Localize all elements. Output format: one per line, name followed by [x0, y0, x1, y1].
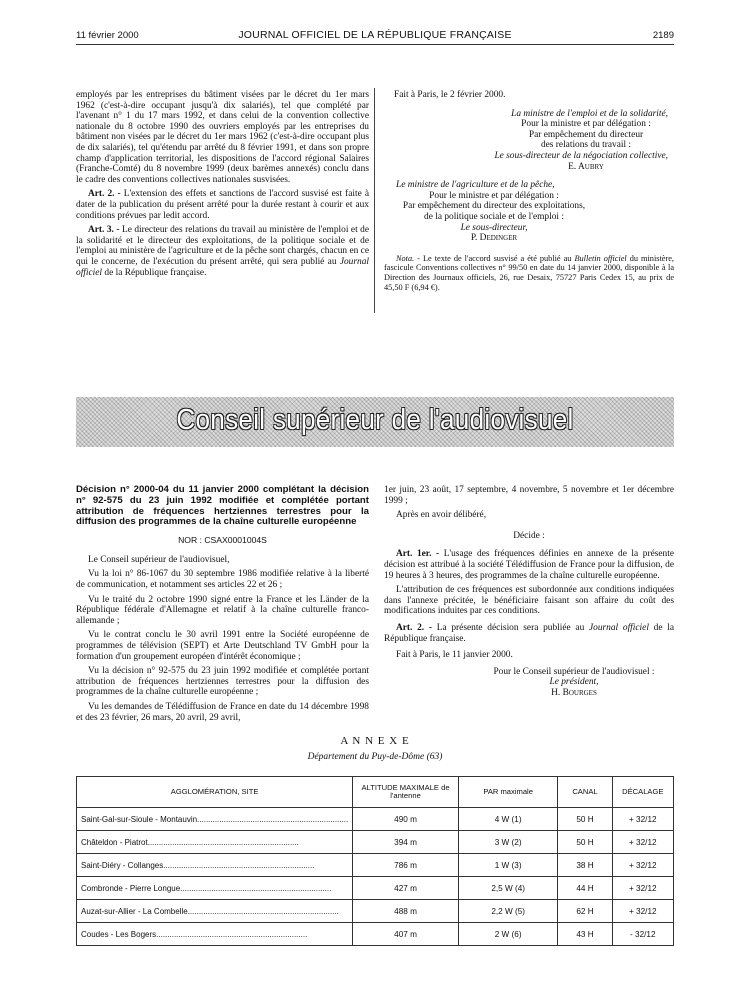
par-cell: 2 W (6): [458, 923, 558, 946]
canal-cell: 38 H: [558, 854, 612, 877]
decision-right-column: [384, 485, 674, 699]
site-cell: Combronde - Pierre Longue....................................................................: [77, 877, 353, 900]
decalage-cell: + 32/12: [612, 854, 673, 877]
decision-signature: Pour le Conseil supérieur de l'audiovisuel : Le président, H. Bourges: [493, 666, 655, 698]
decalage-cell: + 32/12: [612, 877, 673, 900]
decision-paragraph: 1er juin, 23 août, 17 septembre, 4 novembre, 5 novembre et 1er décembre 1999 ;: [384, 485, 674, 506]
signatures-column: [384, 90, 674, 296]
decide-heading: Décide :: [513, 530, 545, 541]
annexe-title: A N N E X E: [340, 735, 410, 747]
decision-paragraph: Le Conseil supérieur de l'audiovisuel,: [88, 554, 230, 565]
decision-paragraph: Vu le traité du 2 octobre 1990 signé entre la France et les Länder de la République fédérale d'Allemagne et relatif à la chaîne culturelle franco-allemande ;: [76, 594, 369, 626]
table-row: [77, 923, 674, 946]
decalage-cell: + 32/12: [612, 831, 673, 854]
signature-block-2: Le ministre de l'agriculture et de la pêche, Pour le ministre et par délégation : Par empêchement du directeur des exploitations, de la politique sociale et de l'emploi : Le sous-directeur, P. Dedinger: [396, 180, 586, 244]
col-header-site: AGGLOMÉRATION, SITE: [77, 777, 353, 808]
section-banner: [76, 397, 674, 447]
canal-cell: 62 H: [558, 900, 612, 923]
decalage-cell: + 32/12: [612, 900, 673, 923]
decalage-cell: + 32/12: [612, 808, 673, 831]
nota-note: Nota. - Le texte de l'accord susvisé a été publié au Bulletin officiel du ministère, fascicule Conventions collectives n° 99/50 en date du 14 janvier 2000, disponible à la Direction des Journaux officiels, 26, rue Desaix, 75727 Paris Cedex 15, au prix de 45,50 F (6,94 €).: [384, 253, 674, 292]
decision-paragraph: Vu le contrat conclu le 30 avril 1991 entre la Société européenne de programmes de télévision (SEPT) et Arte Deutschland TV GmbH pour la formation d'un groupement européen d'intérêt économique ;: [76, 630, 369, 662]
decision-article-2: Art. 2. - La présente décision sera publiée au Journal officiel de la République française.: [384, 622, 675, 644]
altitude-cell: 407 m: [353, 923, 459, 946]
done-at-paris: Fait à Paris, le 11 janvier 2000.: [396, 650, 513, 661]
table-row: [77, 900, 674, 923]
arrete-end-column: [76, 90, 369, 282]
site-cell: Auzat-sur-Allier - La Combelle....................................................................: [77, 900, 353, 923]
banner-title: Conseil supérieur de l'audiovisuel: [176, 404, 574, 436]
frequency-table: [76, 776, 674, 946]
par-cell: 4 W (1): [458, 808, 558, 831]
col-header-altitude: ALTITUDE MAXIMALE de l'antenne: [353, 777, 459, 808]
decision-paragraph: L'attribution de ces fréquences est subordonnée aux conditions indiquées dans l'annexe précitée, le bénéficiaire faisant son affaire du coût des modifications induites par ces conditions.: [384, 585, 674, 617]
altitude-cell: 786 m: [353, 854, 459, 877]
altitude-cell: 427 m: [353, 877, 459, 900]
canal-cell: 50 H: [558, 808, 612, 831]
table-row: [77, 877, 674, 900]
col-header-decalage: DÉCALAGE: [612, 777, 673, 808]
decision-paragraph: Vu les demandes de Télédiffusion de France en date du 14 décembre 1998 et des 23 février, 26 mars, 20 avril, 29 avril,: [76, 701, 369, 723]
signature-block-1: La ministre de l'emploi et de la solidarité, Pour la ministre et par délégation : Par empêchement du directeur des relations du travail : Le sous-directeur de la négociation collective, E. Aubry: [494, 108, 668, 172]
table-row: [77, 808, 674, 831]
arrete-paragraph: employés par les entreprises du bâtiment visées par le décret du 1er mars 1962 (c'est-à-dire occupant jusqu'à dix salariés), tel que complété par l'avenant n° 1 du 17 mars 1992, et dans celui de la convention collective nationale du 8 octobre 1990 des ouvriers employés par les entreprises du bâtiment non visées par le décret du 1er mars 1962 (c'est-à-dire occupant plus de dix salariés), tel qu'étendu par arrêté du 8 février 1991, et dans son propre champ d'application territorial, les dispositions de l'accord régional Salaires (Franche-Comté) du 8 novembre 1999 (deux barèmes annexés) conclu dans le cadre des conventions collectives nationales susvisées.: [76, 90, 369, 185]
site-cell: Coudes - Les Bogers....................................................................: [77, 923, 353, 946]
journal-title: JOURNAL OFFICIEL DE LA RÉPUBLIQUE FRANÇAISE: [238, 29, 512, 41]
header-date: 11 février 2000: [76, 30, 139, 41]
table-header-row: [77, 777, 674, 808]
table-row: [77, 831, 674, 854]
site-cell: Châteldon - Piatrot....................................................................: [77, 831, 353, 854]
par-cell: 3 W (2): [458, 831, 558, 854]
arrete-article-3: Art. 3. - Le directeur des relations du travail au ministère de l'emploi et de la solidarité et le directeur des exploitations, de la politique sociale et de l'emploi au ministère de l'agriculture et de la pêche sont chargés, chacun en ce qui le concerne, de l'exécution du présent arrêté, qui sera publié au Journal officiel de la République française.: [76, 225, 369, 278]
canal-cell: 43 H: [558, 923, 612, 946]
header-rule: [76, 44, 674, 45]
arrete-article-2: Art. 2. - L'extension des effets et sanctions de l'accord susvisé est faite à dater de la publication du présent arrêté pour la durée restant à courir et aux conditions prévues par ledit accord.: [76, 189, 369, 221]
done-at-paris: Fait à Paris, le 2 février 2000.: [394, 90, 506, 100]
col-header-par: PAR maximale: [458, 777, 558, 808]
decision-paragraph: Après en avoir délibéré,: [396, 510, 487, 521]
column-separator: [374, 88, 375, 313]
decision-paragraph: Vu la loi n° 86-1067 du 30 septembre 1986 modifiée relative à la liberté de communication, et notamment ses articles 22 et 26 ;: [76, 569, 369, 590]
decision-paragraph: Vu la décision n° 92-575 du 23 juin 1992 modifiée et complétée portant attribution de fréquences hertziennes terrestres pour la diffusion des programmes de la chaîne culturelle européenne ;: [76, 666, 369, 698]
col-header-canal: CANAL: [558, 777, 612, 808]
page-header: [76, 28, 674, 44]
decision-title: Décision n° 2000-04 du 11 janvier 2000 complétant la décision n° 92-575 du 23 juin 1992 modifiée et complétée portant attribution de fréquences hertziennes terrestres pour la diffusion des programmes de la chaîne culturelle européenne: [76, 484, 369, 528]
altitude-cell: 488 m: [353, 900, 459, 923]
table-row: [77, 854, 674, 877]
altitude-cell: 394 m: [353, 831, 459, 854]
canal-cell: 44 H: [558, 877, 612, 900]
site-cell: Saint-Gal-sur-Sioule - Montauvin....................................................................: [77, 808, 353, 831]
par-cell: 1 W (3): [458, 854, 558, 877]
decalage-cell: - 32/12: [612, 923, 673, 946]
decision-left-column: [76, 485, 369, 727]
site-cell: Saint-Diéry - Collanges....................................................................: [77, 854, 353, 877]
altitude-cell: 490 m: [353, 808, 459, 831]
page-number: 2189: [652, 30, 674, 41]
annexe-subtitle: Département du Puy-de-Dôme (63): [307, 752, 443, 762]
par-cell: 2,5 W (4): [458, 877, 558, 900]
decision-article-1: Art. 1er. - L'usage des fréquences définies en annexe de la présente décision est attribué à la société Télédiffusion de France pour la diffusion, de 19 heures à 3 heures, des programmes de la chaîne culturelle européenne.: [384, 549, 674, 581]
canal-cell: 50 H: [558, 831, 612, 854]
nor-reference: NOR : CSAX0001004S: [178, 535, 267, 546]
par-cell: 2,2 W (5): [458, 900, 558, 923]
